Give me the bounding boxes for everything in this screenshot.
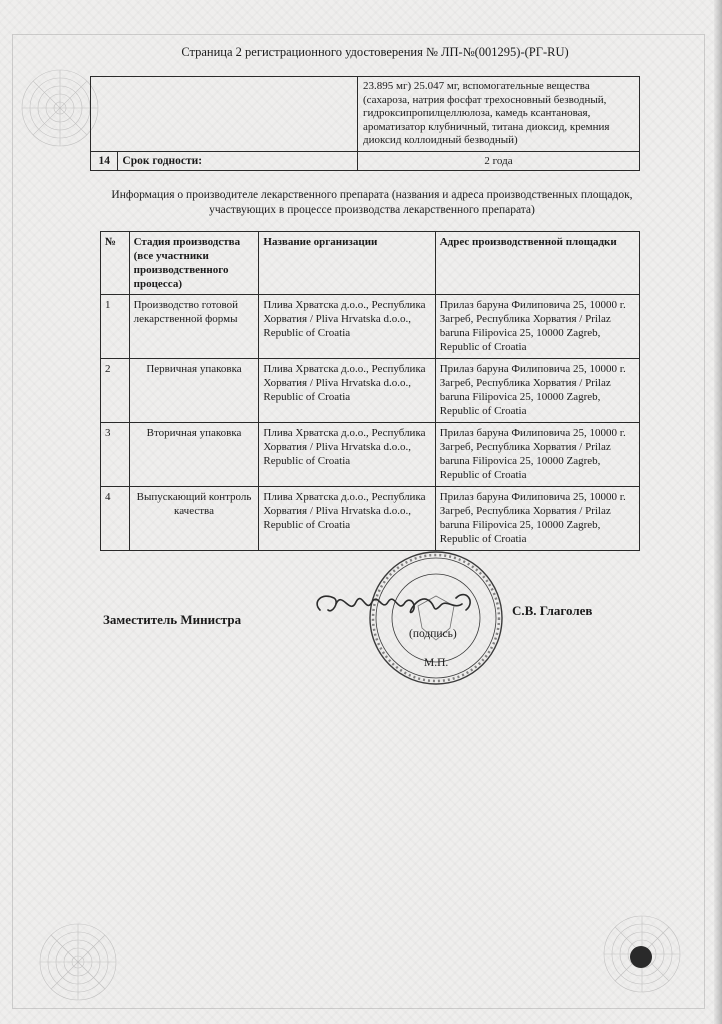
table-row	[101, 487, 640, 551]
composition-text: 23.895 мг) 25.047 мг, вспомогательные вещества (сахароза, натрия фосфат трехосновный безводный, гидроксипропилцеллюлоза, камедь ксантановая, ароматизатор клубничный, титана диоксид, кремния диоксид коллоидный безводный)	[358, 77, 640, 152]
security-rosette-icon	[36, 920, 120, 1004]
row-organization: Плива Хрватска д.о.о., Республика Хорватия / Pliva Hrvatska d.o.o., Republic of Croatia	[259, 295, 435, 359]
manufacturers-table	[100, 231, 640, 551]
header-number: №	[101, 232, 130, 295]
row-number: 1	[101, 295, 130, 359]
row-organization: Плива Хрватска д.о.о., Республика Хорватия / Pliva Hrvatska d.o.o., Republic of Croatia	[259, 487, 435, 551]
row-address: Прилаз баруна Филиповича 25, 10000 г. Загреб, Республика Хорватия / Prilaz baruna Filipovica 25, 10000 Zagreb, Republic of Croatia	[435, 487, 639, 551]
row-address: Прилаз баруна Филиповича 25, 10000 г. Загреб, Республика Хорватия / Prilaz baruna Filipovica 25, 10000 Zagreb, Republic of Croatia	[435, 359, 639, 423]
row-address: Прилаз баруна Филиповича 25, 10000 г. Загреб, Республика Хорватия / Prilaz baruna Filipovica 25, 10000 Zagreb, Republic of Croatia	[435, 423, 639, 487]
shelf-life-number: 14	[91, 151, 118, 170]
row-organization: Плива Хрватска д.о.о., Республика Хорватия / Pliva Hrvatska d.o.o., Republic of Croatia	[259, 423, 435, 487]
signatory-name: С.В. Глаголев	[512, 603, 593, 618]
empty-cell	[91, 77, 358, 152]
header-address: Адрес производственной площадки	[435, 232, 639, 295]
row-stage: Выпускающий контроль качества	[129, 487, 259, 551]
table-row	[101, 295, 640, 359]
page-header: Страница 2 регистрационного удостоверения № ЛП-№(001295)-(РГ-RU)	[181, 45, 569, 59]
scan-edge	[714, 0, 722, 1024]
row-number: 4	[101, 487, 130, 551]
signatory-title: Заместитель Министра	[103, 612, 242, 627]
shelf-life-label: Срок годности:	[118, 151, 358, 170]
manufacturers-header-row	[101, 232, 640, 295]
table-row	[101, 359, 640, 423]
row-organization: Плива Хрватска д.о.о., Республика Хорватия / Pliva Hrvatska d.o.o., Republic of Croatia	[259, 359, 435, 423]
composition-row	[91, 77, 640, 152]
header-stage: Стадия производства (все участники производственного процесса)	[129, 232, 259, 295]
binder-hole-icon	[630, 946, 652, 968]
table-row	[101, 423, 640, 487]
row-stage: Производство готовой лекарственной формы	[129, 295, 259, 359]
row-address: Прилаз баруна Филиповича 25, 10000 г. Загреб, Республика Хорватия / Prilaz baruna Filipovica 25, 10000 Zagreb, Republic of Croatia	[435, 295, 639, 359]
row-stage: Вторичная упаковка	[129, 423, 259, 487]
composition-table	[90, 76, 640, 171]
shelf-life-row	[91, 151, 640, 170]
shelf-life-value: 2 года	[358, 151, 640, 170]
signature-caption: (подпись)	[409, 628, 457, 640]
seal-caption: М.П.	[424, 657, 449, 669]
manufacturer-info-heading: Информация о производителе лекарственного препарата (названия и адреса производственных площадок, участвующих в процессе производства лекарственного препарата)	[111, 189, 633, 216]
handwritten-signature-icon	[306, 580, 486, 628]
row-number: 2	[101, 359, 130, 423]
row-number: 3	[101, 423, 130, 487]
row-stage: Первичная упаковка	[129, 359, 259, 423]
header-organization: Название организации	[259, 232, 435, 295]
